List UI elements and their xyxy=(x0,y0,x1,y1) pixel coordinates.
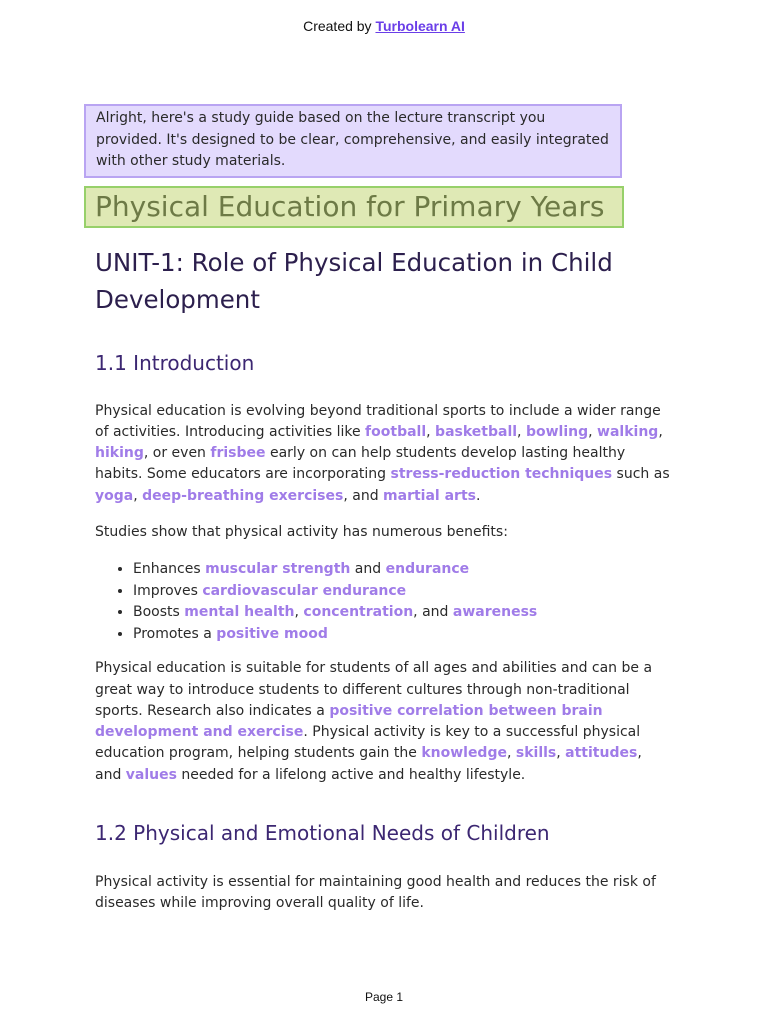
highlighted-term: stress-reduction techniques xyxy=(390,466,613,483)
section-heading-needs: 1.2 Physical and Emotional Needs of Children xyxy=(95,821,550,846)
highlighted-term: endurance xyxy=(385,561,470,578)
highlighted-term: attitudes xyxy=(565,745,638,762)
highlighted-term: hiking xyxy=(95,445,144,462)
highlighted-term: deep-breathing exercises xyxy=(142,487,344,504)
intro-callout: Alright, here's a study guide based on the lecture transcript you provided. It's designed to be clear, comprehensive, and easily integrated with other study materials. xyxy=(84,104,622,178)
highlighted-term: cardiovascular endurance xyxy=(202,582,407,599)
highlighted-term: frisbee xyxy=(210,445,266,462)
unit-heading: UNIT-1: Role of Physical Education in Child Development xyxy=(95,247,613,314)
document-content xyxy=(95,104,670,915)
list-item: • Promotes a positive mood xyxy=(133,624,670,646)
highlighted-term: knowledge xyxy=(421,745,507,762)
highlighted-term: awareness xyxy=(452,604,538,621)
highlighted-term: concentration xyxy=(303,604,414,621)
benefits-list xyxy=(95,559,670,645)
highlighted-term: positive correlation between brain development and exercise xyxy=(95,702,603,741)
suitability-paragraph: Physical education is suitable for students of all ages and abilities and can be a great way to introduce students to different cultures through non-traditional sports. Research also indicates a positive correlation between brain development and exercise. Physical activity is key to a successful physical education program, helping students gain the knowledge, skills, attitudes, and values needed for a lifelong active and healthy lifestyle. xyxy=(95,660,653,783)
page-title: Physical Education for Primary Years xyxy=(84,186,624,228)
highlighted-term: football xyxy=(365,423,427,440)
benefits-lead: Studies show that physical activity has numerous benefits: xyxy=(95,523,508,540)
highlighted-term: martial arts xyxy=(383,487,476,504)
list-item: • Boosts mental health, concentration, and awareness xyxy=(133,602,670,624)
page-header xyxy=(0,18,768,34)
highlighted-term: yoga xyxy=(95,487,134,504)
section-heading-introduction: 1.1 Introduction xyxy=(95,350,255,375)
highlighted-term: walking xyxy=(597,423,659,440)
list-item: • Enhances muscular strength and endurance xyxy=(133,559,670,581)
turbolearn-link[interactable]: Turbolearn AI xyxy=(375,18,465,34)
list-item: • Improves cardiovascular endurance xyxy=(133,581,670,603)
page-number: Page 1 xyxy=(364,990,404,1004)
highlighted-term: positive mood xyxy=(216,625,328,642)
intro-paragraph: Physical education is evolving beyond traditional sports to include a wider range of activities. Introducing activities like football, basketball, bowling, walking, hiking, or even frisbee early on can help students develop lasting healthy habits. Some educators are incorporating stress-reduction techniques such as yoga, deep-breathing exercises, and martial arts. xyxy=(95,402,670,504)
header-prefix: Created by xyxy=(303,18,376,34)
highlighted-term: basketball xyxy=(435,423,518,440)
highlighted-term: mental health xyxy=(184,604,295,621)
needs-paragraph: Physical activity is essential for maintaining good health and reduces the risk of diseases while improving overall quality of life. xyxy=(95,874,656,912)
highlighted-term: skills xyxy=(515,745,557,762)
highlighted-term: bowling xyxy=(525,423,589,440)
highlighted-term: values xyxy=(125,766,177,783)
highlighted-term: muscular strength xyxy=(205,561,351,578)
